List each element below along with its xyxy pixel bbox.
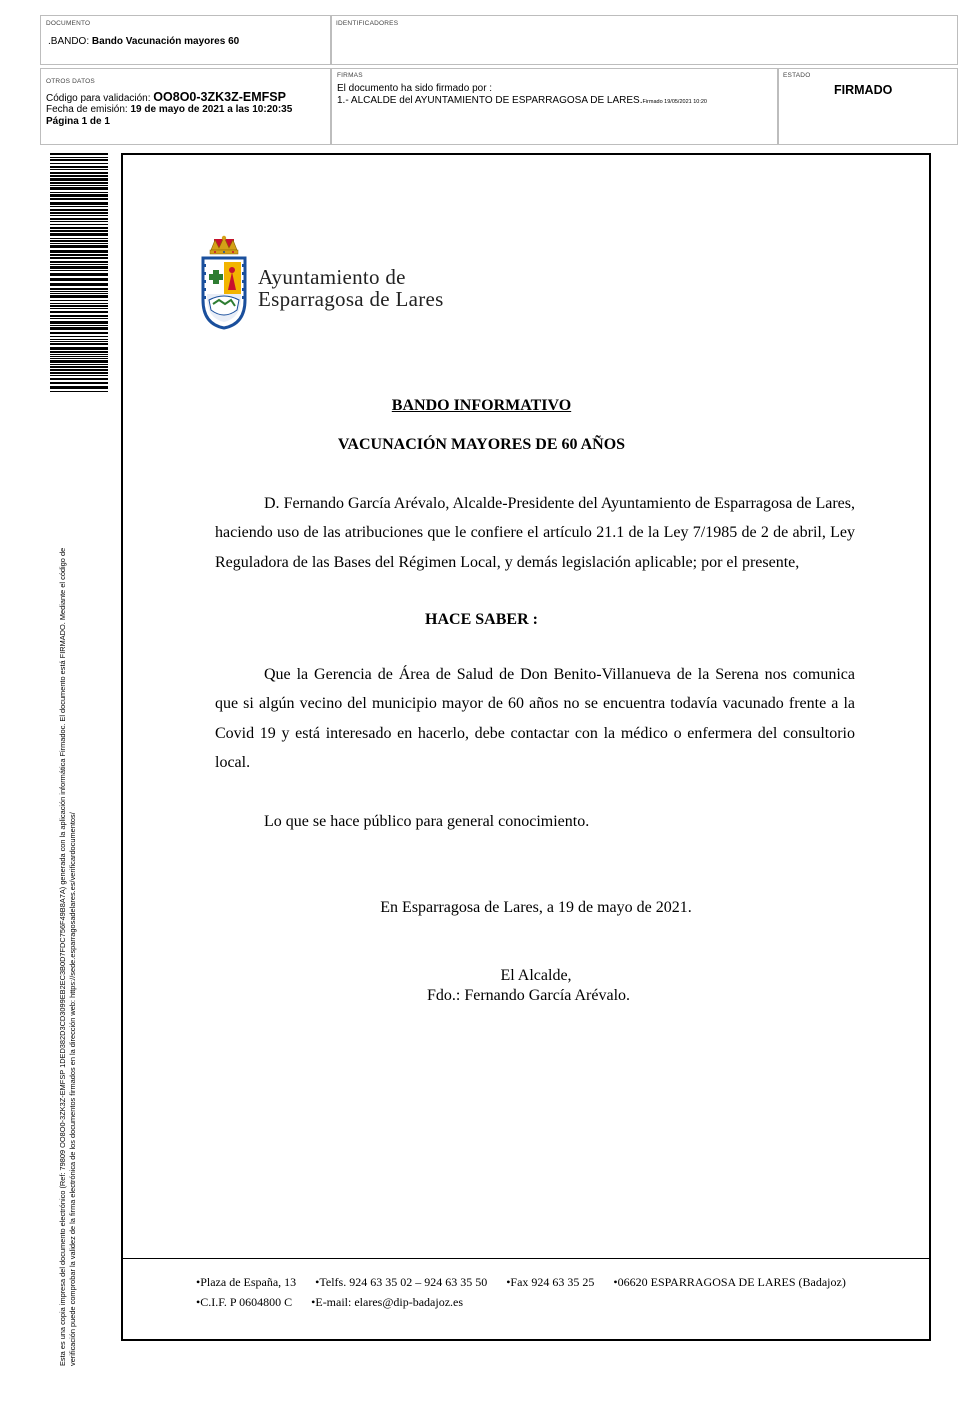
documento-value [48,36,239,48]
verification-note-line1: Esta es una copia impresa del documento electrónico (Ref: 79809 OO8O0-3ZK3Z-EMFSP 1DED382D3CD3099EB2EC3B0D7FDC756F49B8A7A) generada con la aplicación informática Firmadoc. El documento está FIRMADO. Mediante el código de [58,547,67,1366]
footer-line2 [196,1295,479,1310]
otros-datos-label: OTROS DATOS [46,78,95,85]
estado-value: FIRMADO [834,83,893,97]
verification-note-line2: verificación puede comprobar la validez de la firma electrónica de los documentos firmados en la dirección web: https://sede.esparragosadelares.es/verificardocumentos/ [68,812,77,1366]
footer-line1 [196,1275,862,1290]
estado-label: ESTADO [783,72,811,79]
announcement-paragraph: Que la Gerencia de Área de Salud de Don Benito-Villanueva de la Serena nos comunica que si algún vecino del municipio mayor de 60 años no se encuentra todavía vacunado frente a la Covid 19 y está interesado en hacerlo, debe contactar con la médico o enfermera del consultorio local. [215,666,855,771]
codigo-line [46,91,286,105]
footer-phones: •Telfs. 924 63 35 02 – 924 63 35 50 [315,1275,488,1289]
documento-label: DOCUMENTO [46,20,91,27]
documento-prefix: .BANDO: [48,36,90,47]
pagina-line: Página 1 de 1 [46,116,110,127]
firmas-line1: El documento ha sido firmado por : [337,83,493,94]
fecha-value: 19 de mayo de 2021 a las 10:20:35 [130,104,293,115]
logo-line1: Ayuntamiento de [258,265,406,289]
coat-of-arms-icon [199,234,249,330]
barcode [50,153,108,393]
footer-cif: •C.I.F. P 0604800 C [196,1295,293,1309]
footer-address: •Plaza de España, 13 [196,1275,297,1289]
documento-title: Bando Vacunación mayores 60 [91,36,240,47]
footer-email: •E-mail: elares@dip-badajoz.es [311,1295,464,1309]
subtitle: VACUNACIÓN MAYORES DE 60 AÑOS [337,436,626,453]
municipality-name [258,266,444,310]
intro-paragraph: D. Fernando García Arévalo, Alcalde-Presidente del Ayuntamiento de Esparragosa de Lares, haciendo uso de las atribuciones que le confiere el artículo 21.1 de la Ley 7/1985 de 2 de abril, Ley Reguladora de las Bases del Régimen Local, y demás legislación aplicable; por el presente, [215,495,855,571]
signature-name: Fdo.: Fernando García Arévalo. [426,987,631,1004]
main-title [0,397,963,415]
footer-divider [121,1258,931,1259]
identificadores-label: IDENTIFICADORES [336,20,399,27]
firmas-label: FIRMAS [337,72,363,79]
main-title-text: BANDO INFORMATIVO [391,397,572,414]
closing-paragraph: Lo que se hace público para general conocimiento. [264,813,590,830]
logo-line2: Esparragosa de Lares [258,287,444,311]
codigo-value: OO8O0-3ZK3Z-EMFSP [153,90,286,104]
hace-saber-heading: HACE SABER : [425,611,538,628]
fecha-line [46,104,292,116]
date-line: En Esparragosa de Lares, a 19 de mayo de 2021. [380,899,692,916]
identificadores-box [331,15,958,65]
fecha-prefix: Fecha de emisión: [46,104,128,115]
firmas-signer: 1.- ALCALDE del AYUNTAMIENTO DE ESPARRAGOSA DE LARES. [337,95,643,106]
footer-fax: •Fax 924 63 35 25 [506,1275,595,1289]
firmas-line2 [337,95,707,108]
codigo-prefix: Código para validación: [46,93,151,104]
footer-postal: •06620 ESPARRAGOSA DE LARES (Badajoz) [613,1275,846,1289]
signature-title: El Alcalde, [500,967,572,984]
firmas-small: Firmado 19/05/2021 10:20 [642,99,707,105]
estado-box [778,68,958,145]
